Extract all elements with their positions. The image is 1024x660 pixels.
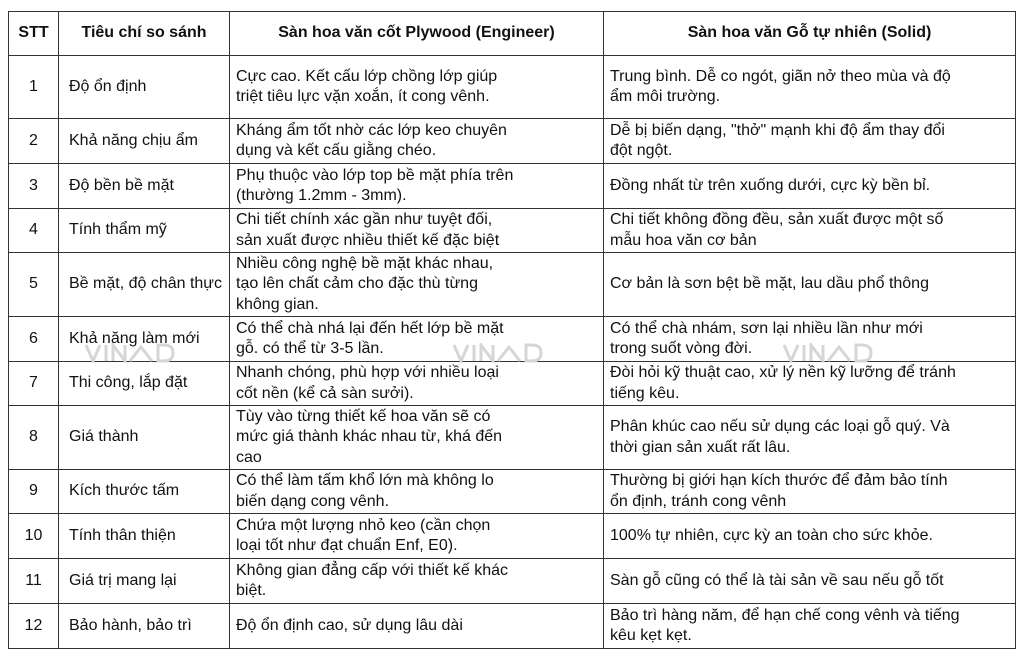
plywood-cell: Kháng ẩm tốt nhờ các lớp keo chuyên dụng và kết cấu giằng chéo.: [230, 119, 604, 164]
table-row: [9, 604, 1016, 649]
criterion-cell: Độ ổn định: [59, 56, 230, 119]
table-row: [9, 406, 1016, 470]
solid-cell: Chi tiết không đồng đều, sản xuất được một số mẫu hoa văn cơ bản: [604, 209, 1016, 253]
solid-cell: Cơ bản là sơn bệt bề mặt, lau dầu phổ thông: [604, 253, 1016, 317]
header-criterion: Tiêu chí so sánh: [59, 12, 230, 56]
header-stt: STT: [9, 12, 59, 56]
row-number: 11: [9, 559, 59, 604]
table-row: [9, 119, 1016, 164]
row-number: 5: [9, 253, 59, 317]
criterion-cell: Thi công, lắp đặt: [59, 362, 230, 406]
table-row: [9, 253, 1016, 317]
plywood-cell: Không gian đẳng cấp với thiết kế khác biệt.: [230, 559, 604, 604]
table-row: [9, 514, 1016, 559]
table-row: [9, 559, 1016, 604]
header-solid: Sàn hoa văn Gỗ tự nhiên (Solid): [604, 12, 1016, 56]
plywood-cell: Nhanh chóng, phù hợp với nhiều loại cốt nền (kể cả sàn sưởi).: [230, 362, 604, 406]
plywood-cell: Cực cao. Kết cấu lớp chồng lớp giúp triệt tiêu lực vặn xoắn, ít cong vênh.: [230, 56, 604, 119]
solid-cell: Dễ bị biến dạng, "thở" mạnh khi độ ẩm thay đổi đột ngột.: [604, 119, 1016, 164]
plywood-cell: Nhiều công nghệ bề mặt khác nhau, tạo lên chất cảm cho đặc thù từng không gian.: [230, 253, 604, 317]
solid-cell: Sàn gỗ cũng có thể là tài sản về sau nếu gỗ tốt: [604, 559, 1016, 604]
comparison-table: [8, 11, 1016, 649]
row-number: 2: [9, 119, 59, 164]
header-row: [9, 12, 1016, 56]
table-row: [9, 362, 1016, 406]
table-row: [9, 209, 1016, 253]
row-number: 8: [9, 406, 59, 470]
solid-cell: Phân khúc cao nếu sử dụng các loại gỗ quý. Và thời gian sản xuất rất lâu.: [604, 406, 1016, 470]
row-number: 10: [9, 514, 59, 559]
row-number: 1: [9, 56, 59, 119]
solid-cell: Đòi hỏi kỹ thuật cao, xử lý nền kỹ lưỡng để tránh tiếng kêu.: [604, 362, 1016, 406]
criterion-cell: Tính thẩm mỹ: [59, 209, 230, 253]
row-number: 7: [9, 362, 59, 406]
row-number: 12: [9, 604, 59, 649]
plywood-cell: Chứa một lượng nhỏ keo (cần chọn loại tốt như đạt chuẩn Enf, E0).: [230, 514, 604, 559]
plywood-cell: Có thể chà nhá lại đến hết lớp bề mặt gỗ. có thể từ 3-5 lần.: [230, 317, 604, 362]
plywood-cell: Độ ổn định cao, sử dụng lâu dài: [230, 604, 604, 649]
row-number: 4: [9, 209, 59, 253]
table-row: [9, 164, 1016, 209]
solid-cell: 100% tự nhiên, cực kỳ an toàn cho sức khỏe.: [604, 514, 1016, 559]
row-number: 9: [9, 470, 59, 514]
plywood-cell: Tùy vào từng thiết kế hoa văn sẽ có mức giá thành khác nhau từ, khá đến cao: [230, 406, 604, 470]
criterion-cell: Tính thân thiện: [59, 514, 230, 559]
row-number: 6: [9, 317, 59, 362]
solid-cell: Bảo trì hàng năm, để hạn chế cong vênh và tiếng kêu kẹt kẹt.: [604, 604, 1016, 649]
plywood-cell: Chi tiết chính xác gần như tuyệt đối, sản xuất được nhiều thiết kế đặc biệt: [230, 209, 604, 253]
header-plywood: Sàn hoa văn cốt Plywood (Engineer): [230, 12, 604, 56]
criterion-cell: Bề mặt, độ chân thực: [59, 253, 230, 317]
plywood-cell: Có thể làm tấm khổ lớn mà không lo biến dạng cong vênh.: [230, 470, 604, 514]
criterion-cell: Khả năng làm mới: [59, 317, 230, 362]
solid-cell: Đồng nhất từ trên xuống dưới, cực kỳ bền bỉ.: [604, 164, 1016, 209]
table-row: [9, 56, 1016, 119]
table-row: [9, 470, 1016, 514]
criterion-cell: Bảo hành, bảo trì: [59, 604, 230, 649]
criterion-cell: Độ bền bề mặt: [59, 164, 230, 209]
row-number: 3: [9, 164, 59, 209]
criterion-cell: Giá thành: [59, 406, 230, 470]
criterion-cell: Kích thước tấm: [59, 470, 230, 514]
table-row: [9, 317, 1016, 362]
plywood-cell: Phụ thuộc vào lớp top bề mặt phía trên (thường 1.2mm - 3mm).: [230, 164, 604, 209]
criterion-cell: Giá trị mang lại: [59, 559, 230, 604]
solid-cell: Có thể chà nhám, sơn lại nhiều lần như mới trong suốt vòng đời.: [604, 317, 1016, 362]
criterion-cell: Khả năng chịu ẩm: [59, 119, 230, 164]
solid-cell: Thường bị giới hạn kích thước để đảm bảo tính ổn định, tránh cong vênh: [604, 470, 1016, 514]
solid-cell: Trung bình. Dễ co ngót, giãn nở theo mùa và độ ẩm môi trường.: [604, 56, 1016, 119]
